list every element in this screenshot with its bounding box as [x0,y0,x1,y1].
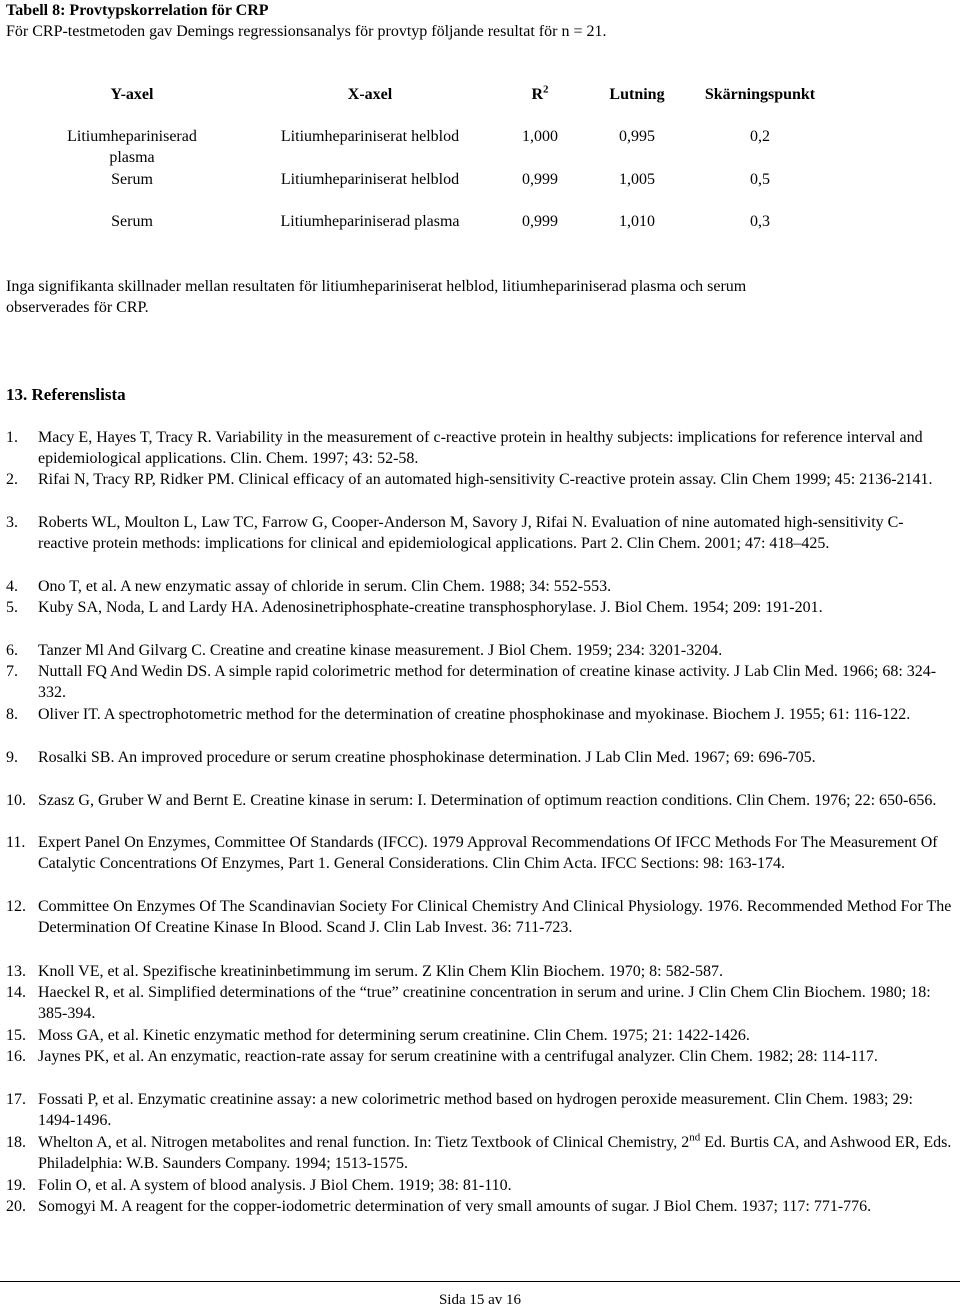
reference-number: 13. [6,963,26,980]
reference-number: 11. [6,834,26,851]
reference-text: Jaynes PK, et al. An enzymatic, reaction-rate assay for serum creatinine with a centrifugal analyzer. Clin Chem. 1982; 28: 114-117. [38,1048,878,1065]
reference-number: 16. [6,1048,26,1065]
reference-text: Tanzer Ml And Gilvarg C. Creatine and creatine kinase measurement. J Biol Chem. 1959; 234: 3201-3204. [38,642,723,659]
row-r-squared: 0,999 [522,213,558,230]
reference-text: Rosalki SB. An improved procedure or serum creatine phosphokinase determination. J Lab Clin Med. 1967; 69: 696-705. [38,749,816,766]
reference-number: 15. [6,1027,26,1044]
table-caption: Tabell 8: Provtypskorrelation för CRP [6,2,269,19]
header-y-axis: Y-axel [110,86,154,103]
header-intercept: Skärningspunkt [704,86,816,103]
reference-number: 12. [6,898,26,915]
row-intercept: 0,5 [750,171,770,188]
reference-number: 17. [6,1091,26,1108]
reference-number: 1. [6,429,18,446]
row-r-squared: 1,000 [522,128,558,145]
reference-text: Kuby SA, Noda, L and Lardy HA. Adenosinetriphosphate-creatine transphosphorylase. J. Biol Chem. 1954; 209: 191-201. [38,599,823,616]
reference-number: 20. [6,1198,26,1215]
page-number: Sida 15 av 16 [438,1292,522,1308]
reference-text: Rifai N, Tracy RP, Ridker PM. Clinical efficacy of an automated high-sensitivity C-reactive protein assay. Clin Chem 1999; 45: 2136-2141. [38,471,933,488]
conclusion-text-cont: observerades för CRP. [6,299,149,316]
table-intro: För CRP-testmetoden gav Demings regressionsanalys för provtyp följande resultat för n = 21. [6,23,607,40]
reference-number: 4. [6,578,18,595]
row-x-axis: Litiumhepariniserad plasma [280,213,460,230]
r-squared-exponent: 2 [543,83,549,96]
r-squared-base: R [531,86,544,103]
reference-text: Fossati P, et al. Enzymatic creatinine assay: a new colorimetric method based on hydrogen peroxide measurement. Clin Chem. 1983; 29: 1494-1496. [38,1091,913,1129]
header-x-axis: X-axel [347,86,393,103]
header-slope: Lutning [609,86,665,103]
reference-text: Ono T, et al. A new enzymatic assay of chloride in serum. Clin Chem. 1988; 34: 552-553. [38,578,612,595]
footer-divider [0,1281,960,1282]
reference-text: Nuttall FQ And Wedin DS. A simple rapid colorimetric method for determination of creatine kinase activity. J Lab Clin Med. 1966; 68: 324-332. [38,663,937,701]
reference-number: 18. [6,1134,26,1151]
reference-text: Knoll VE, et al. Spezifische kreatininbetimmung im serum. Z Klin Chem Klin Biochem. 1970; 8: 582-587. [38,963,723,980]
reference-text-part: Whelton A, et al. Nitrogen metabolites and renal function. In: Tietz Textbook of Clinical Chemistry, 2 [38,1134,690,1151]
reference-text: Committee On Enzymes Of The Scandinavian Society For Clinical Chemistry And Clinical Physiology. 1976. Recommended Method For The Determination Of Creatine Kinase In Blood. Scand J. Clin Lab Invest. 36: 711-723. [38,898,952,936]
edition-superscript: nd [689,1131,701,1144]
row-slope: 0,995 [619,128,655,145]
row-x-axis: Litiumhepariniserat helblod [280,128,460,145]
header-r-squared [500,84,580,105]
reference-text: Macy E, Hayes T, Tracy R. Variability in the measurement of c-reactive protein in healthy subjects: implications for reference interval and epidemiological applications. Clin. Chem. 1997; 43: 52-58. [38,429,923,467]
row-intercept: 0,2 [750,128,770,145]
row-slope: 1,005 [619,171,655,188]
reference-text: Haeckel R, et al. Simplified determinations of the “true” creatinine concentration in serum and urine. J Clin Chem Clin Biochem. 1980; 18: 385-394. [38,984,931,1022]
conclusion-text: Inga signifikanta skillnader mellan resultaten för litiumhepariniserat helblod, litiumhepariniserad plasma och serum [6,278,747,295]
row-slope: 1,010 [619,213,655,230]
reference-text: Oliver IT. A spectrophotometric method for the determination of creatine phosphokinase and myokinase. Biochem J. 1955; 61: 116-122. [38,706,911,723]
reference-number: 14. [6,984,26,1001]
reference-number: 10. [6,792,26,809]
row-y-axis: Serum [111,171,153,188]
reference-text: Folin O, et al. A system of blood analysis. J Biol Chem. 1919; 38: 81-110. [38,1177,512,1194]
reference-number: 8. [6,706,18,723]
row-intercept: 0,3 [750,213,770,230]
row-r-squared: 0,999 [522,171,558,188]
row-y-axis-cont: plasma [109,149,155,166]
row-y-axis: Litiumhepariniserad [67,128,197,145]
reference-text: Expert Panel On Enzymes, Committee Of Standards (IFCC). 1979 Approval Recommendations Of IFCC Methods For The Measurement Of Catalytic Concentrations Of Enzymes, Part 1. General Considerations. Clin Chim Acta. IFCC Sections: 98: 163-174. [38,834,938,872]
reference-number: 3. [6,514,18,531]
reference-number: 19. [6,1177,26,1194]
reference-text: Moss GA, et al. Kinetic enzymatic method for determining serum creatinine. Clin Chem. 1975; 21: 1422-1426. [38,1027,750,1044]
reference-text: Roberts WL, Moulton L, Law TC, Farrow G, Cooper-Anderson M, Savory J, Rifai N. Evaluation of nine automated high-sensitivity C-reactive protein methods: implications for clinical and epidemiological applications. Part 2. Clin Chem. 2001; 47: 418–425. [38,514,904,552]
reference-text: Somogyi M. A reagent for the copper-iodometric determination of very small amounts of sugar. J Biol Chem. 1937; 117: 771-776. [38,1198,872,1215]
reference-text-part: Ed. Burtis CA, and Ashwood ER, Eds. Philadelphia: W.B. Saunders Company. 1994; 1513-1575. [38,1134,952,1172]
row-x-axis: Litiumhepariniserat helblod [280,171,460,188]
reference-number: 5. [6,599,18,616]
reference-text: Szasz G, Gruber W and Bernt E. Creatine kinase in serum: I. Determination of optimum reaction conditions. Clin Chem. 1976; 22: 650-656. [38,792,937,809]
row-y-axis: Serum [111,213,153,230]
section-heading: 13. Referenslista [6,385,126,404]
reference-number: 9. [6,749,18,766]
reference-number: 2. [6,471,18,488]
reference-number: 7. [6,663,18,680]
reference-number: 6. [6,642,18,659]
reference-text [38,1132,953,1174]
